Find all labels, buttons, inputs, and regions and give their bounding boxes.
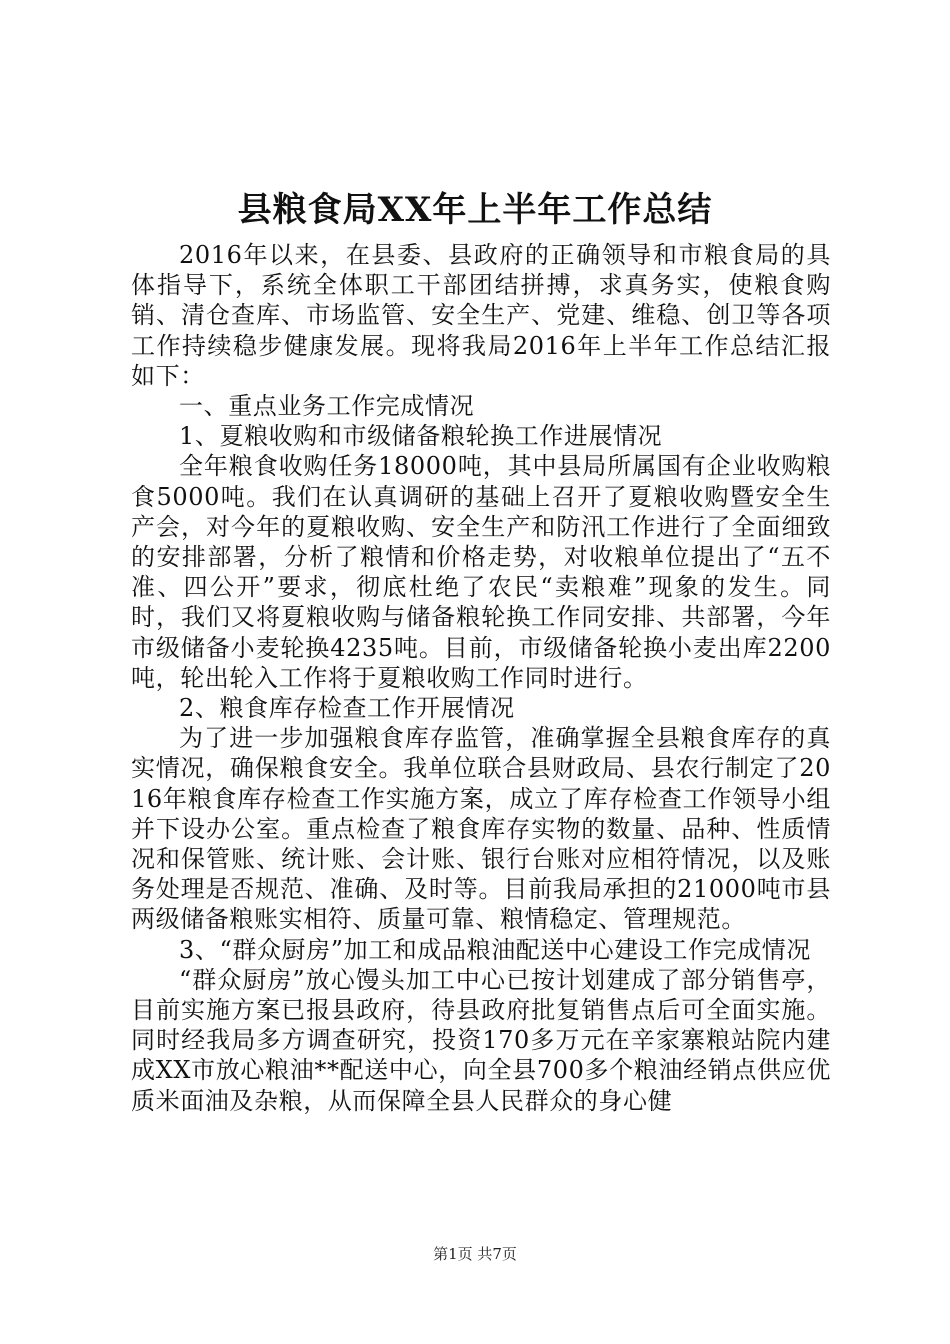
subsection-heading-3: 3、“群众厨房”加工和成品粮油配送中心建设工作完成情况 — [179, 935, 812, 964]
subsection-paragraph-1: 全年粮食收购任务18000吨，其中县局所属国有企业收购粮食5000吨。我们在认真调研的基础上召开了夏粮收购暨安全生产会，对今年的夏粮收购、安全生产和防汛工作进行了全面细致的安排部署，分析了粮情和价格走势，对收粮单位提出了“五不准、四公开”要求，彻底杜绝了农民“卖粮难”现象的发生。同时，我们又将夏粮收购与储备粮轮换工作同安排、共部署，今年市级储备小麦轮换4235吨。目前，市级储备轮换小麦出库2200吨，轮出轮入工作将于夏粮收购工作同时进行。 — [131, 452, 831, 692]
page-footer: 第1页 共7页 — [433, 1245, 517, 1263]
section-heading-1: 一、重点业务工作完成情况 — [179, 392, 475, 421]
intro-paragraph: 2016年以来，在县委、县政府的正确领导和市粮食局的具体指导下，系统全体职工干部团结拼搏，求真务实，使粮食购销、清仓查库、市场监管、安全生产、党建、维稳、创卫等各项工作持续稳步健康发展。现将我局2016年上半年工作总结汇报如下： — [131, 241, 831, 390]
subsection-heading-1: 1、夏粮收购和市级储备粮轮换工作进展情况 — [179, 422, 663, 451]
subsection-heading-2: 2、粮食库存检查工作开展情况 — [179, 694, 515, 723]
subsection-paragraph-3: “群众厨房”放心馒头加工中心已按计划建成了部分销售亭，目前实施方案已报县政府，待县政府批复销售点后可全面实施。同时经我局多方调查研究，投资170多万元在辛家寨粮站院内建成XX市放心粮油**配送中心，向全县700多个粮油经销点供应优质米面油及杂粮，从而保障全县人民群众的身心健 — [131, 965, 831, 1115]
document-body — [131, 240, 831, 1116]
document-title: 县粮食局XX年上半年工作总结 — [237, 190, 713, 230]
subsection-paragraph-2: 为了进一步加强粮食库存监管，准确掌握全县粮食库存的真实情况，确保粮食安全。我单位联合县财政局、县农行制定了2016年粮食库存检查工作实施方案，成立了库存检查工作领导小组并下设办公室。重点检查了粮食库存实物的数量、品种、性质情况和保管账、统计账、会计账、银行台账对应相符情况，以及账务处理是否规范、准确、及时等。目前我局承担的21000吨市县两级储备粮账实相符、质量可靠、粮情稳定、管理规范。 — [131, 724, 831, 934]
